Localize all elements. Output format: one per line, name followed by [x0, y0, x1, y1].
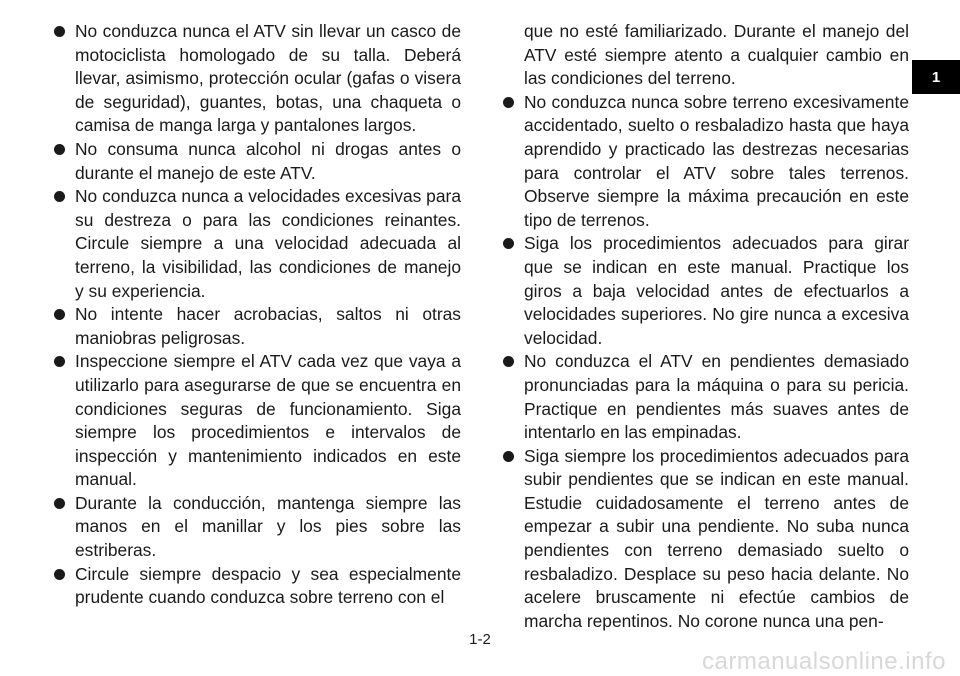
bullet-icon [54, 356, 65, 367]
bullet-text: No consuma nunca alcohol ni drogas antes o durante el manejo de este ATV. [75, 138, 461, 183]
bullet-text: No conduzca nunca el ATV sin llevar un casco de motociclista homologado de su talla. Deberá llevar, asimismo, protección ocular (gafas o visera de seguridad), guantes, botas, una chaqueta o camisa de manga larga y pantalones largos. [75, 21, 461, 136]
bullet-item [54, 20, 461, 138]
bullet-text: No conduzca nunca a velocidades excesivas para su destreza o para las condiciones reinantes. Circule siempre a una velocidad adecuada al terreno, la visibilidad, las condiciones de manejo y su experiencia. [75, 186, 461, 301]
bullet-item [54, 303, 461, 350]
bullet-icon [54, 498, 65, 509]
bullet-text: Circule siempre despacio y sea especialmente prudente cuando conduzca sobre terreno con el [75, 563, 461, 608]
page-number: 1-2 [469, 631, 491, 648]
bullet-item [503, 232, 909, 350]
right-column [503, 20, 909, 633]
bullet-icon [503, 97, 514, 108]
bullet-icon [54, 144, 65, 155]
bullet-item [503, 445, 909, 634]
bullet-icon [503, 356, 514, 367]
bullet-icon [54, 569, 65, 580]
bullet-item [54, 563, 461, 610]
bullet-item [54, 492, 461, 563]
bullet-item [54, 350, 461, 492]
bullet-text: Durante la conducción, mantenga siempre las manos en el manillar y los pies sobre las estriberas. [75, 492, 461, 561]
bullet-text: Siga siempre los procedimientos adecuados para subir pendientes que se indican en este manual. Estudie cuidadosamente el terreno antes de empezar a subir una pendiente. No suba nunca pendientes con terreno demasiado suelto o resbaladizo. Desplace su peso hacia delante. No acelere bruscamente ni efectúe cambios de marcha repentinos. No corone nunca una pen- [524, 445, 909, 631]
bullet-text: Inspeccione siempre el ATV cada vez que vaya a utilizarlo para asegurarse de que se encuentra en condiciones seguras de funcionamiento. Siga siempre los procedimientos e intervalos de inspección y mantenimiento indicados en este manual. [75, 351, 461, 490]
bullet-icon [54, 309, 65, 320]
bullet-text: No conduzca nunca sobre terreno excesivamente accidentado, suelto o resbaladizo hasta que haya aprendido y practicado las destrezas necesarias para controlar el ATV sobre tales terrenos. Observe siempre la máxima precaución en este tipo de terrenos. [524, 91, 909, 230]
bullet-text: No conduzca el ATV en pendientes demasiado pronunciadas para la máquina o para su pericia. Practique en pendientes más suaves antes de intentarlo en las empinadas. [524, 351, 909, 443]
left-column [54, 20, 461, 610]
bullet-item [503, 91, 909, 233]
bullet-item [503, 350, 909, 444]
bullet-item [54, 138, 461, 185]
bullet-text: Siga los procedimientos adecuados para girar que se indican en este manual. Practique los giros a baja velocidad antes de efectuarlos a velocidades superiores. No gire nunca a excesiva velocidad. [524, 233, 909, 348]
watermark: carmanualsonline.info [702, 648, 946, 675]
bullet-icon [54, 191, 65, 202]
continued-text: que no esté familiarizado. Durante el manejo del ATV esté siempre atento a cualquier cambio en las condiciones del terreno. [524, 21, 909, 89]
bullet-icon [503, 238, 514, 249]
bullet-item [54, 185, 461, 303]
bullet-text: No intente hacer acrobacias, saltos ni otras maniobras peligrosas. [75, 304, 461, 348]
bullet-icon [503, 451, 514, 462]
section-tab: 1 [912, 60, 960, 94]
bullet-icon [54, 26, 65, 37]
